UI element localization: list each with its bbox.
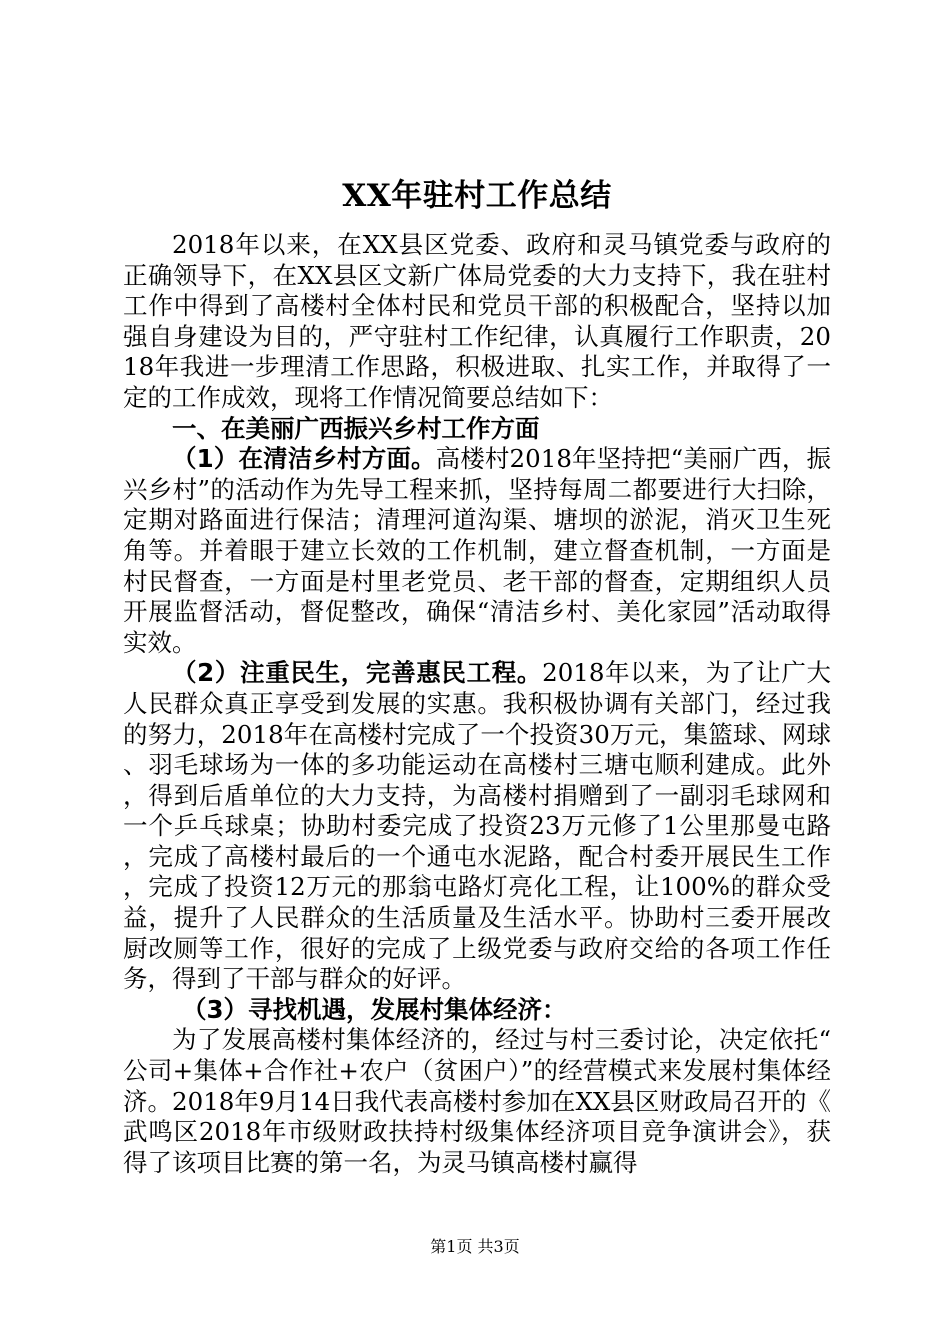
item-1-body: 高楼村2018年坚持把“美丽广西，振兴乡村”的活动作为先导工程来抓，坚持每周二都要进行大扫除，定期对路面进行保洁；清理河道沟渠、塘坝的淤泥，消灭卫生死角等。并着眼于建立长效的工作机制，建立督查机制，一方面是村民督查，一方面是村里老党员、老干部的督查，定期组织人员开展监督活动，督促整改，确保“清洁乡村、美化家园”活动取得实效。 (123, 444, 832, 657)
document-title: XX年驻村工作总结 (342, 178, 612, 214)
document-body (123, 176, 831, 1178)
section-heading: 一、在美丽广西振兴乡村工作方面 (172, 413, 540, 443)
page-footer: 第1页 共3页 (430, 1237, 520, 1256)
item-3-heading: （3）寻找机遇，发展村集体经济： (182, 994, 567, 1024)
item-3-paragraph: 为了发展高楼村集体经济的，经过与村三委讨论，决定依托“公司+集体+合作社+农户（贫困户）”的经营模式来发展村集体经济。2018年9月14日我代表高楼村参加在XX县区财政局召开的《武鸣区2018年市级财政扶持村级集体经济项目竞争演讲会》，获得了该项目比赛的第一名，为灵马镇高楼村赢得 (123, 1025, 831, 1177)
item-1-lead: （1）在清洁乡村方面。 (172, 444, 436, 474)
item-2-lead: （2）注重民生，完善惠民工程。 (172, 658, 543, 688)
item-1-paragraph (123, 444, 831, 658)
intro-paragraph: 2018年以来，在XX县区党委、政府和灵马镇党委与政府的正确领导下，在XX县区文新广体局党委的大力支持下，我在驻村工作中得到了高楼村全体村民和党员干部的积极配合，坚持以加强自身建设为目的，严守驻村工作纪律，认真履行工作职责，2018年我进一步理清工作思路，积极进取、扎实工作，并取得了一定的工作成效，现将工作情况简要总结如下： (123, 230, 831, 412)
item-2-body: 2018年以来，为了让广大人民群众真正享受到发展的实惠。我积极协调有关部门，经过我的努力，2018年在高楼村完成了一个投资30万元，集篮球、网球、羽毛球场为一体的多功能运动在高楼村三塘屯顺利建成。此外，得到后盾单位的大力支持，为高楼村捐赠到了一副羽毛球网和一个乒乓球桌；协助村委完成了投资23万元修了1公里那曼屯路，完成了高楼村最后的一个通屯水泥路，配合村委开展民生工作，完成了投资12万元的那翁屯路灯亮化工程，让100%的群众受益，提升了人民群众的生活质量及生活水平。协助村三委开展改厨改厕等工作，很好的完成了上级党委与政府交给的各项工作任务，得到了干部与群众的好评。 (123, 658, 831, 994)
item-2-paragraph (123, 658, 831, 995)
